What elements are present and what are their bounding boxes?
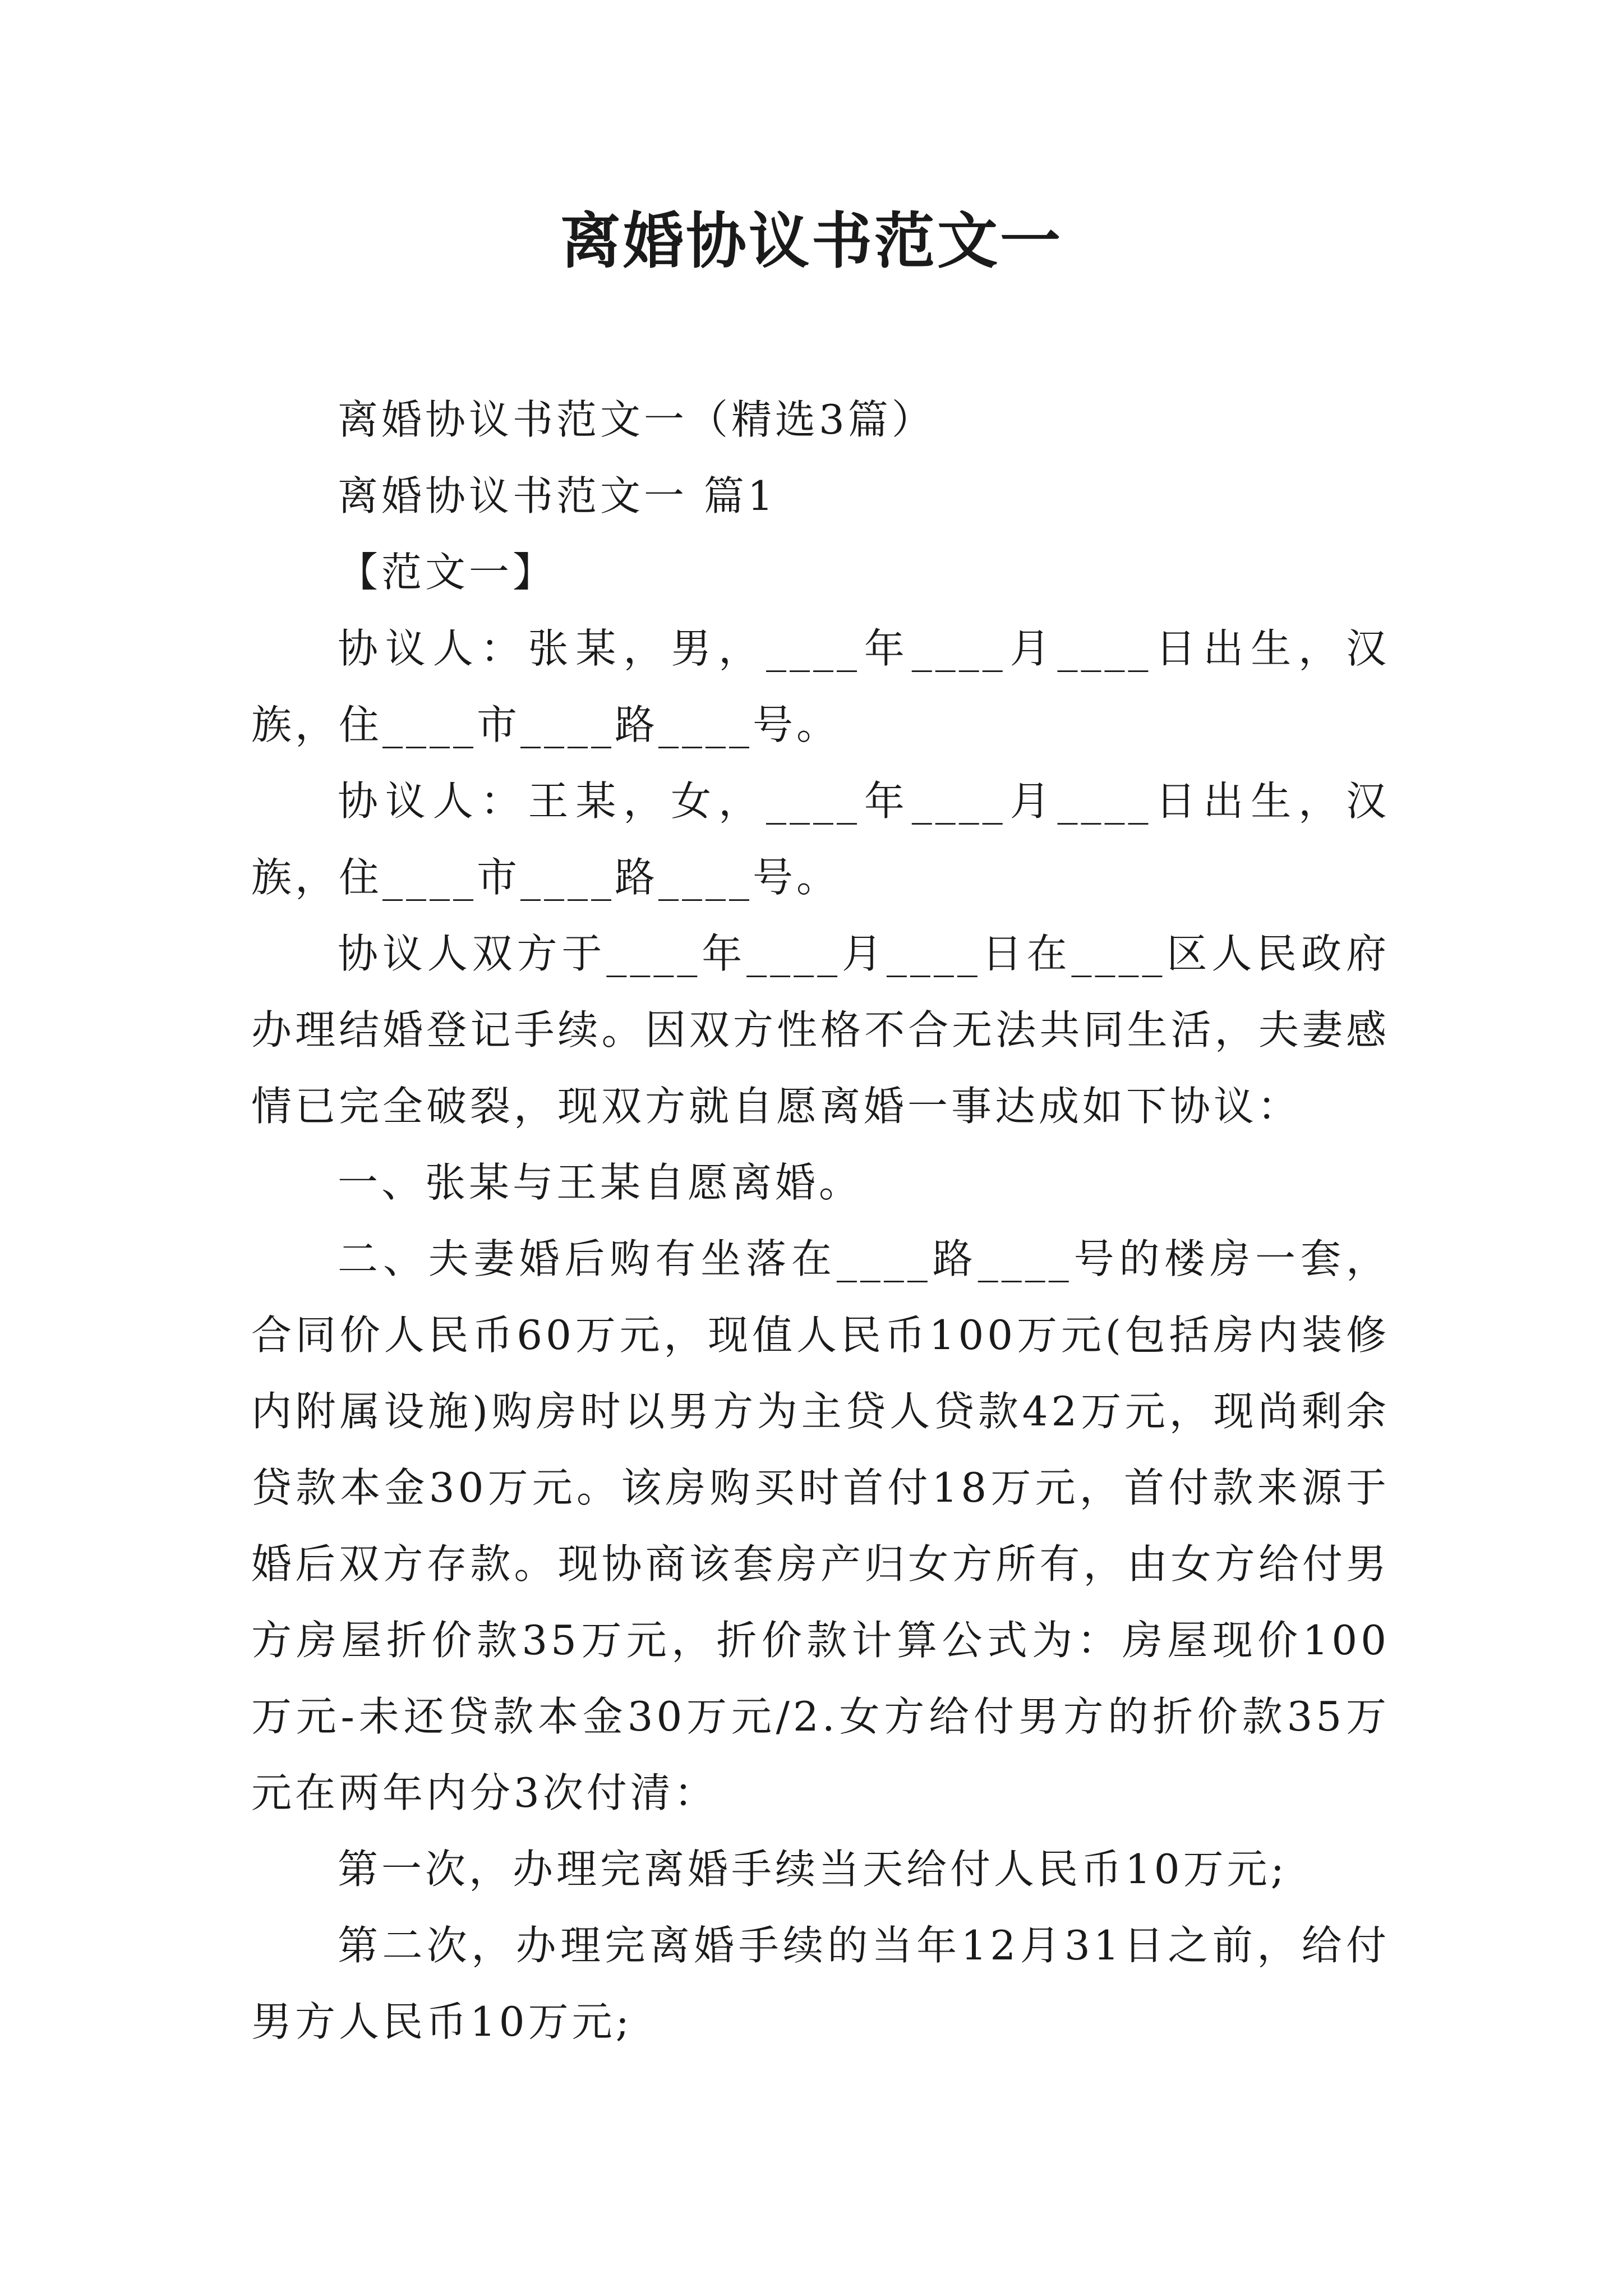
document-title: 离婚协议书范文一 bbox=[560, 206, 1063, 277]
paragraph-sample-label: 【范文一】 bbox=[338, 549, 557, 596]
paragraph-preamble: 协议人双方于____年____月____日在____区人民政府办理结婚登记手续。因双方性格不合无法共同生活，夫妻感情已完全破裂，现双方就自愿离婚一事达成如下协议： bbox=[251, 930, 1390, 1130]
document-body bbox=[251, 381, 1390, 2060]
paragraph-subtitle: 离婚协议书范文一（精选3篇） bbox=[338, 396, 935, 443]
paragraph-payment-1: 第一次，办理完离婚手续当天给付人民币10万元; bbox=[338, 1846, 1288, 1893]
paragraph-party-male: 协议人：张某，男，____年____月____日出生，汉族，住____市____路____号。 bbox=[251, 625, 1390, 748]
paragraph-clause-1: 一、张某与王某自愿离婚。 bbox=[338, 1159, 863, 1206]
paragraph-party-female: 协议人：王某，女，____年____月____日出生，汉族，住____市____路____号。 bbox=[251, 777, 1390, 901]
paragraph-payment-2: 第二次，办理完离婚手续的当年12月31日之前，给付男方人民币10万元; bbox=[251, 1922, 1390, 2045]
paragraph-part-heading: 离婚协议书范文一 篇1 bbox=[338, 472, 777, 519]
paragraph-clause-2: 二、夫妻婚后购有坐落在____路____号的楼房一套，合同价人民币60万元，现值人民币100万元(包括房内装修内附属设施)购房时以男方为主贷人贷款42万元，现尚剩余贷款本金30万元。该房购买时首付18万元，首付款来源于婚后双方存款。现协商该套房产归女方所有，由女方给付男方房屋折价款35万元，折价款计算公式为：房屋现价100万元-未还贷款本金30万元/2.女方给付男方的折价款35万元在两年内分3次付清： bbox=[251, 1235, 1390, 1816]
